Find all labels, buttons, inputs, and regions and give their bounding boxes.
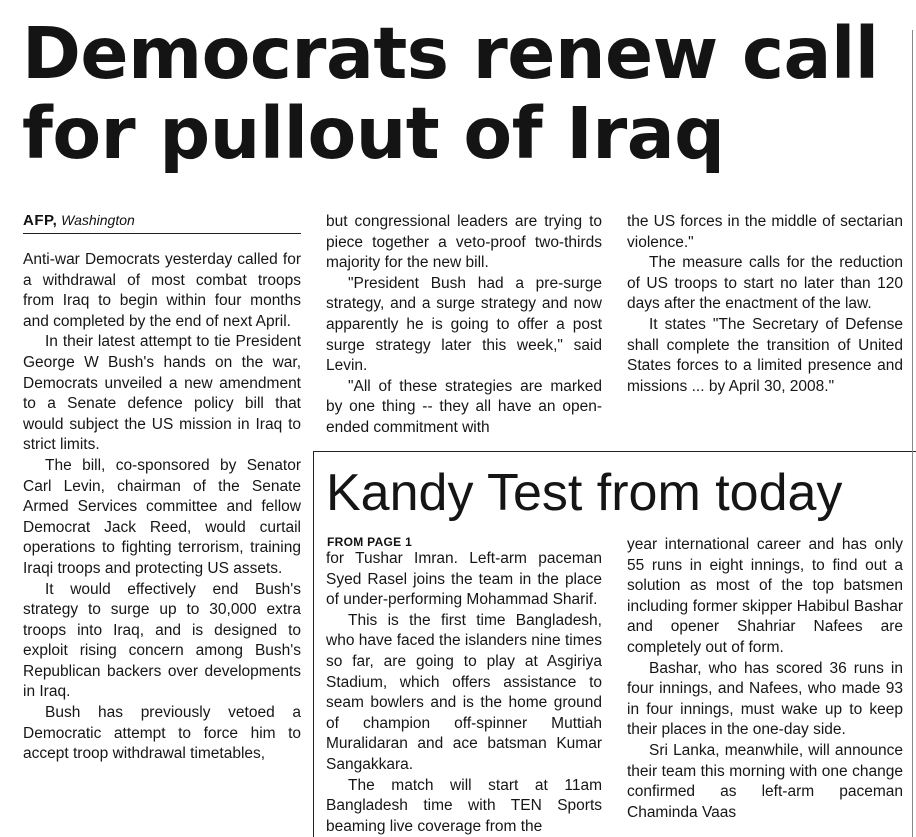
article-column-3	[627, 212, 903, 397]
paragraph: Bashar, who has scored 36 runs in four innings, and Nafees, who made 93 in four innings, must wake up to keep their places in the one-day side.	[627, 659, 903, 739]
second-article-column-2	[627, 535, 903, 823]
paragraph: Anti-war Democrats yesterday called for a withdrawal of most combat troops from Iraq to begin within four months and completed by the end of next April.	[23, 251, 301, 330]
paragraph: It would effectively end Bush's strategy to surge up to 30,000 extra troops into Iraq, and is designed to exploit rising concern among Bush's Republican backers over developments in Iraq.	[23, 580, 301, 701]
paragraph: "All of these strategies are marked by one thing -- they all have an open-ended commitment with	[326, 377, 602, 436]
paragraph: This is the first time Bangladesh, who have faced the islanders nine times so far, are going to play at Asgiriya Stadium, which offers assistance to seam bowlers and is the home ground of champion off-spinner Muttiah Muralidaran and ace batsman Kumar Sangakkara.	[326, 611, 602, 773]
byline-place: Washington	[61, 212, 135, 228]
second-article-headline: Kandy Test from today	[326, 464, 843, 522]
paragraph: for Tushar Imran. Left-arm paceman Syed Rasel joins the team in the place of under-performing Mohammad Sharif.	[326, 550, 602, 609]
paragraph: Bush has previously vetoed a Democratic attempt to force him to accept troop withdrawal timetables,	[23, 704, 301, 763]
article-column-1	[23, 250, 301, 765]
paragraph: The measure calls for the reduction of US troops to start no later than 120 days after the enactment of the law.	[627, 254, 903, 313]
byline-agency: AFP,	[23, 212, 58, 229]
paragraph: but congressional leaders are trying to piece together a veto-proof two-thirds majority for the new bill.	[326, 213, 602, 272]
continuation-kicker: FROM PAGE 1	[327, 535, 413, 549]
article-headline: Democrats renew call for pullout of Iraq	[22, 12, 879, 175]
second-article-column-1	[326, 549, 602, 837]
paragraph: "President Bush had a pre-surge strategy, and a surge strategy and now apparently he is going to offer a post surge strategy later this week," said Levin.	[326, 274, 602, 375]
section-divider	[313, 451, 916, 452]
article-column-2	[326, 212, 602, 439]
paragraph: Sri Lanka, meanwhile, will announce their team this morning with one change confirmed as left-arm paceman Chaminda Vaas	[627, 741, 903, 821]
paragraph: The bill, co-sponsored by Senator Carl Levin, chairman of the Senate Armed Services committee and fellow Democrat Jack Reed, would curtail operations to fighting terrorism, training Iraqi troops and protecting US assets.	[23, 456, 301, 577]
paragraph: In their latest attempt to tie President George W Bush's hands on the war, Democrats unveiled a new amendment to a Senate defence policy bill that would subject the US mission in Iraq to strict limits.	[23, 333, 301, 454]
paragraph: The match will start at 11am Bangladesh time with TEN Sports beaming live coverage from the	[326, 776, 602, 835]
paragraph: It states "The Secretary of Defense shall complete the transition of United States forces to a limited presence and missions ... by April 30, 2008."	[627, 315, 903, 395]
column-divider	[313, 451, 314, 837]
page-edge-rule	[912, 30, 913, 837]
paragraph: year international career and has only 55 runs in eight innings, to find out a solution as most of the top batsmen including former skipper Habibul Bashar and opener Shahriar Nafees are completely out of form.	[627, 536, 903, 656]
paragraph: the US forces in the middle of sectarian violence."	[627, 213, 903, 251]
byline	[23, 212, 301, 234]
